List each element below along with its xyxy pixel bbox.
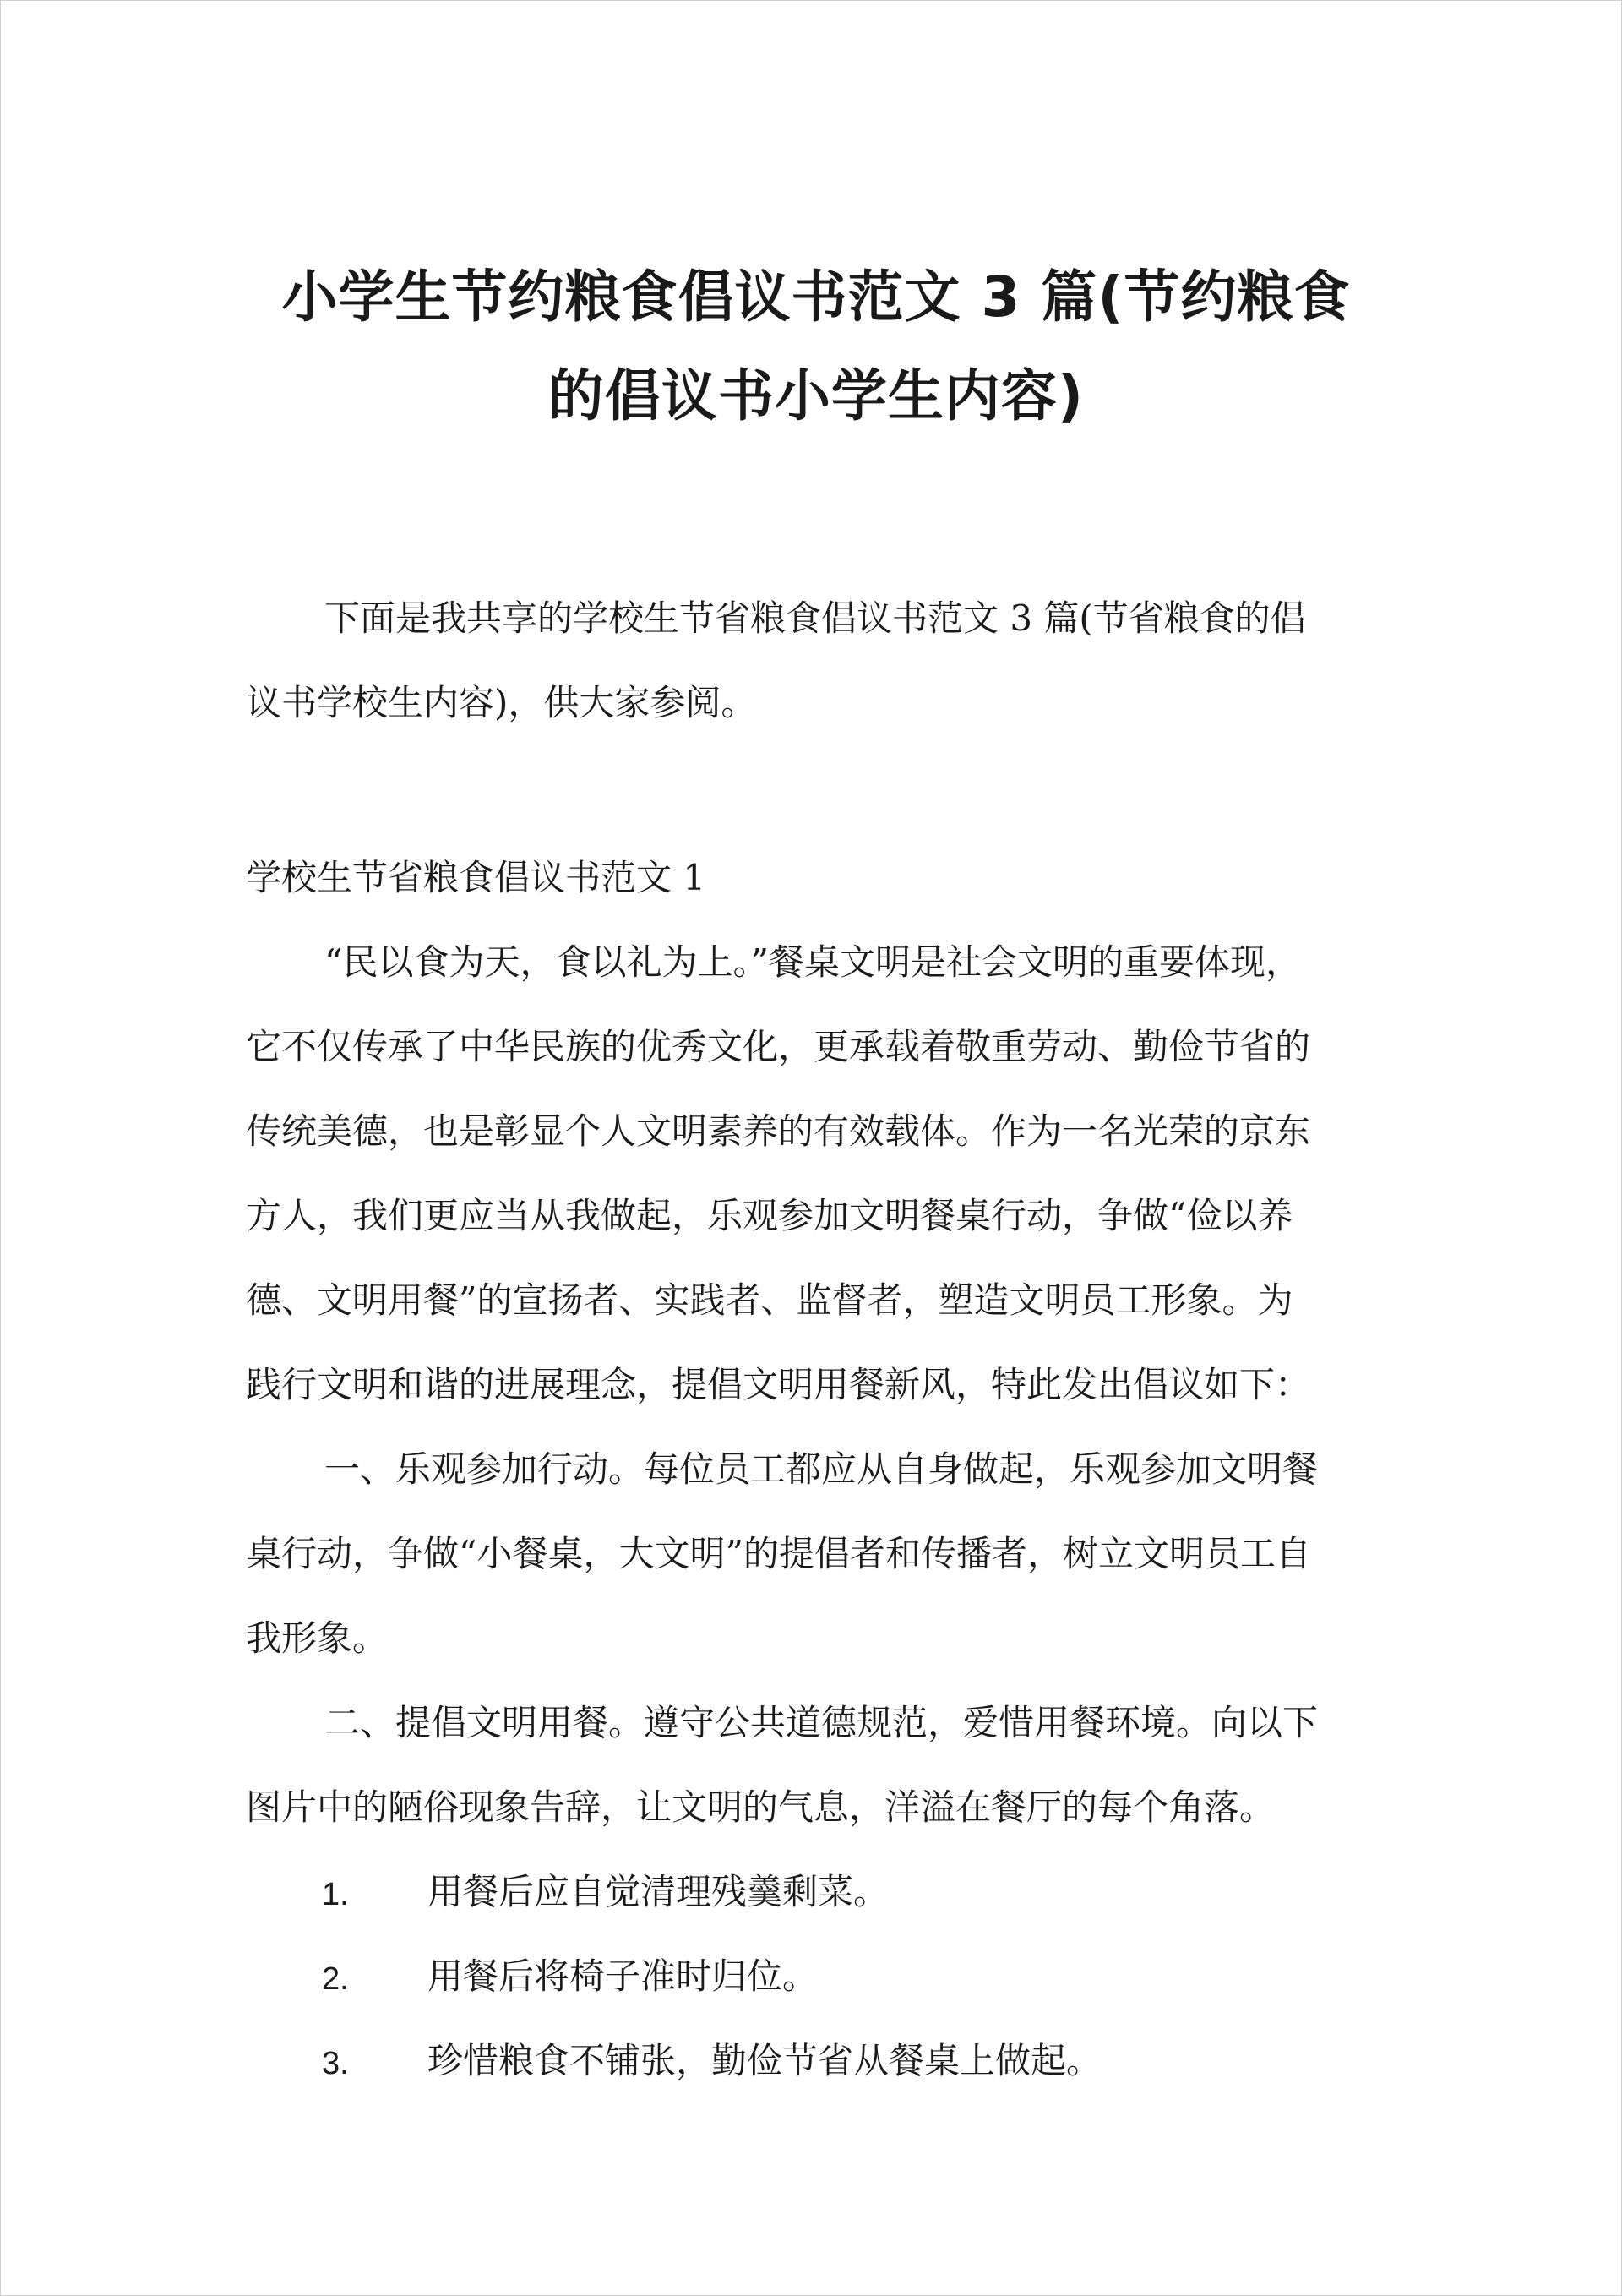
- list-item-number: 1.: [322, 1877, 349, 1912]
- paragraph-line: “民以食为天，食以礼为上。”餐桌文明是社会文明的重要体现，: [324, 941, 1301, 983]
- document-title-line-1: 小学生节约粮食倡议书范文 3 篇(节约粮食: [281, 265, 1351, 330]
- list-item-text: 珍惜粮食不铺张，勤俭节省从餐桌上做起。: [427, 2040, 1102, 2081]
- document-title-line-2: 的倡议书小学生内容): [547, 363, 1085, 428]
- list-item-number: 2.: [322, 1961, 349, 1997]
- list-item-text: 用餐后将椅子准时归位。: [427, 1955, 819, 1997]
- paragraph-line: 我形象。: [246, 1617, 389, 1659]
- paragraph-line: 方人，我们更应当从我做起，乐观参加文明餐桌行动，争做“俭以养: [246, 1195, 1293, 1236]
- section-heading: 学校生节省粮食倡议书范文 1: [246, 857, 706, 898]
- intro-line: 议书学校生内容)，供大家参阅。: [246, 682, 757, 723]
- list-item-text: 用餐后应自觉清理残羹剩菜。: [427, 1871, 890, 1912]
- paragraph-line: 二、提倡文明用餐。遵守公共道德规范，爱惜用餐环境。向以下: [324, 1702, 1319, 1743]
- paragraph-line: 传统美德，也是彰显个人文明素养的有效载体。作为一名光荣的京东: [246, 1110, 1311, 1152]
- paragraph-line: 桌行动，争做“小餐桌，大文明”的提倡者和传播者，树立文明员工自: [246, 1533, 1311, 1574]
- paragraph-line: 德、文明用餐”的宣扬者、实践者、监督者，塑造文明员工形象。为: [246, 1279, 1293, 1321]
- intro-line: 下面是我共享的学校生节省粮食倡议书范文 3 篇(节省粮食的倡: [324, 597, 1306, 639]
- paragraph-line: 它不仅传承了中华民族的优秀文化，更承载着敬重劳动、勤俭节省的: [246, 1026, 1311, 1067]
- list-item-number: 3.: [322, 2046, 349, 2081]
- paragraph-line: 践行文明和谐的进展理念，提倡文明用餐新风，特此发出倡议如下：: [246, 1364, 1311, 1405]
- paragraph-line: 图片中的陋俗现象告辞，让文明的气息，洋溢在餐厅的每个角落。: [246, 1786, 1276, 1828]
- paragraph-line: 一、乐观参加行动。每位员工都应从自身做起，乐观参加文明餐: [324, 1448, 1319, 1490]
